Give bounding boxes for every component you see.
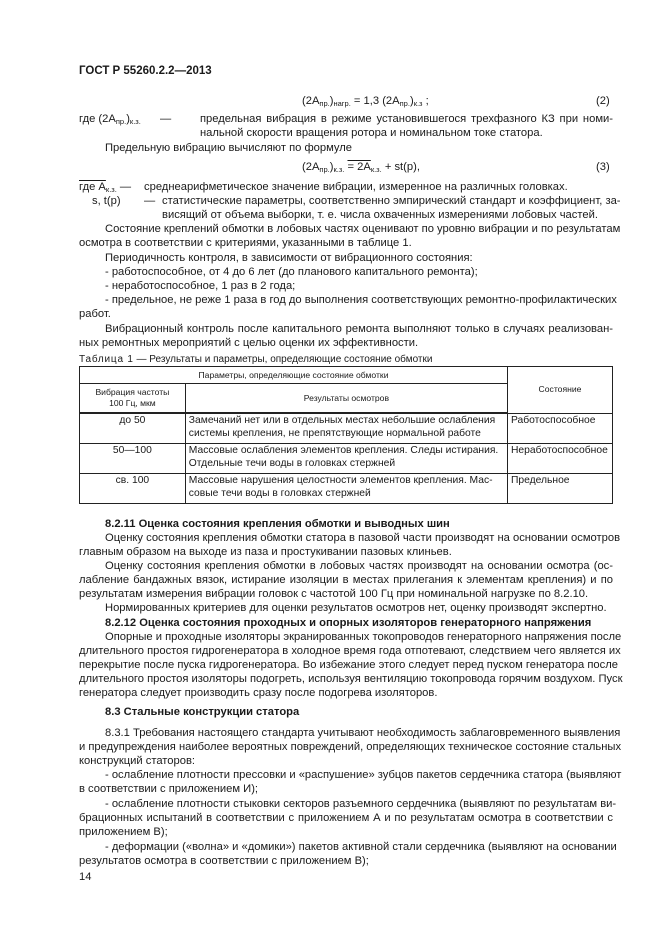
def3-dash: — [119, 181, 132, 193]
table-cell-state: Предельное [508, 474, 613, 504]
table-cell-state: Неработоспособное [508, 444, 613, 474]
formula-2-sub: к.з [413, 99, 423, 108]
table-cell-line: Массовые нарушения целостности элементов крепления. Мас- [188, 475, 493, 486]
table-cell-line: совые течи воды в головках стержней [188, 487, 371, 499]
document-header: ГОСТ Р 55260.2.2—2013 [79, 65, 212, 77]
s8212-line: длительного простоя гидрогенератора в холодное время года отпотевают, следствием чего является их [79, 645, 621, 657]
table-header-results: Результаты осмотров [185, 384, 507, 414]
formula-2-expr: = 1,3 (2A [353, 95, 400, 107]
table-cell-line: Отдельные течи воды в головках стержней [188, 457, 396, 469]
formula-3-eq: = 2A [347, 161, 371, 173]
formula-2-number: (2) [596, 95, 610, 107]
table-header-vibration-line: Вибрация частоты [95, 387, 170, 397]
para-vibr-line2: ных ремонтных мероприятий с целью оценки их эффективности. [79, 337, 419, 349]
table-caption [79, 353, 432, 367]
periodicity-item-cont: работ. [79, 308, 111, 320]
para-state-line1: Состояние креплений обмотки в лобовых частях оценивают по уровню вибрации и по результатам [105, 223, 621, 235]
s83-line: 8.3.1 Требования настоящего стандарта учитывают необходимость заблаговременного выявления [105, 727, 621, 739]
formula-2-tail: ; [425, 95, 429, 107]
def3-lead1-text: где A [79, 181, 106, 193]
s83-bullet-cont: приложением В); [79, 826, 168, 838]
s8211-line: главным образом на выходе из паза и простукивании пазовых клиньев. [79, 546, 452, 558]
formula-2-left: (2A [302, 95, 320, 107]
def3-text2a: статистические параметры, соответственно эмпирический стандарт и коэффициент, за- [162, 195, 621, 207]
table-header-vibration [80, 384, 186, 414]
formula-2-sub: пр. [319, 99, 330, 108]
formula-3-tail: + st(p), [384, 161, 420, 173]
para-state-line2: осмотра в соответствии с критериями, указанными в таблице 1. [79, 237, 412, 249]
periodicity-intro: Периодичность контроля, в зависимости от вибрационного состояния: [105, 252, 473, 264]
formula-3-sub: пр. [319, 165, 330, 174]
table-row [80, 413, 613, 444]
page-number: 14 [79, 871, 92, 883]
s8211-line: результатам измерения вибрации головок с частотой 100 Гц при номинальной нагрузке по 8.2.10. [79, 588, 589, 600]
def2-sub: пр. [115, 117, 127, 126]
table-row [80, 474, 613, 504]
table-caption-label: Таблица 1 [79, 354, 134, 365]
table-cell-vibration: св. 100 [80, 474, 186, 504]
formula-3: $(2A_{пр.})_{к.з.} = 2A_{к.з.} + st(p)$, [302, 161, 420, 174]
def3-lead1 [79, 180, 131, 194]
table-caption-text: — Результаты и параметры, определяющие состояние обмотки [136, 354, 433, 365]
formula-3-number: (3) [596, 161, 610, 173]
table-header-group: Параметры, определяющие состояние обмотки [80, 367, 508, 384]
table-row [80, 444, 613, 474]
def3-lead2: s, t(p) [92, 195, 121, 207]
table-cell-line: Замечаний нет или в отдельных местах небольшие ослабления [188, 415, 496, 426]
s8211-line: Оценку состояния крепления обмотки в лобовых частях производят на основании осмотра (ос- [105, 560, 613, 572]
def2-sub: к.з. [129, 117, 141, 126]
formula-3-left: (2A [302, 161, 320, 173]
periodicity-item: - предельное, не реже 1 раза в год до выполнения соответствующих ремонтно-профилактических [105, 294, 617, 306]
formula-2-sub: пр. [399, 99, 410, 108]
para-vibr-line1: Вибрационный контроль после капитального ремонта выполняют только в случаях реализован- [105, 323, 613, 335]
s8211-line: лабление бандажных вязок, истирание изоляции в местах прилегания к элементам крепления) и по [79, 574, 613, 586]
section-title-8-2-12: 8.2.12 Оценка состояния проходных и опорных изоляторов генераторного напряжения [105, 617, 592, 629]
def3-dash2: — [144, 195, 156, 207]
table-cell-line: Массовые ослабления элементов крепления. Следы истирания. [188, 445, 499, 456]
table-cell-results [185, 413, 507, 444]
s83-bullet-cont: брационных испытаний в соответствии с приложением А и по результатам осмотра в соответствии с [79, 812, 613, 824]
formula-3-sub: к.з. [333, 165, 345, 174]
table-1 [79, 366, 613, 504]
periodicity-item: - работоспособное, от 4 до 6 лет (до планового капитального ремонта); [105, 266, 478, 278]
s83-bullet-cont: результатов осмотра в соответствии с приложением В); [79, 855, 369, 867]
def3-text1: среднеарифметическое значение вибрации, измеренное на различных головках. [144, 181, 568, 193]
table-cell-line: системы крепления, не препятствующие нормальной работе [188, 427, 481, 439]
s8212-line: Опорные и проходные изоляторы экранированных токопроводов генераторного напряжения после [105, 631, 622, 643]
table-cell-results [185, 474, 507, 504]
section-title-8-2-11: 8.2.11 Оценка состояния крепления обмотки и выводных шин [105, 518, 450, 530]
s8212-line: перекрытие после пуска гидрогенератора. Во избежание этого следует перед пуском генератора после [79, 659, 618, 671]
formula-2-sub: нагр. [333, 99, 351, 108]
def2-line1: предельная вибрация в режиме установившегося трехфазного КЗ при номи- [200, 113, 613, 125]
section-title-8-3: 8.3 Стальные конструкции статора [105, 706, 300, 718]
def2-lead-text: где (2A [79, 113, 116, 125]
s8211-line: Оценку состояния крепления обмотки статора в пазовой части производят на основании осмотров [105, 532, 621, 544]
table-cell-vibration: до 50 [80, 413, 186, 444]
s8212-line: генератора следует производить сразу после подогрева изоляторов. [79, 687, 438, 699]
def2-dash: — [160, 113, 172, 125]
s83-bullet: - ослабление плотности прессовки и «распушение» зубцов пакетов сердечника статора (выявляют [105, 769, 622, 781]
s8212-line: длительного простоя изоляторы подогреть, используя вентиляцию токопровода горячим воздухом. Пуск [79, 673, 623, 685]
formula-2: $(2A_{пр.})_{нагр.} = 1,3$ $(2A_{пр.})_{к.з}$ ; [302, 95, 429, 108]
s83-line: конструкций статоров: [79, 755, 196, 767]
s83-line: и предупреждения наиболее вероятных повреждений, определяющих техническое состояние стальных [79, 741, 622, 753]
table-cell-results [185, 444, 507, 474]
formula-intro: Предельную вибрацию вычисляют по формуле [105, 142, 353, 154]
def2-line2: нальной скорости вращения ротора и номинальном токе статора. [200, 127, 543, 139]
table-cell-state: Работоспособное [508, 413, 613, 444]
def2-lead: где $(2A_{пр.})_{к.з.}$ [79, 113, 141, 126]
s83-bullet: - ослабление плотности стыковки секторов разъемного сердечника (выявляют по результатам ви- [105, 798, 617, 810]
table-header-vibration-line: 100 Гц, мкм [109, 398, 156, 408]
s83-bullet: - деформации («волна» и «домики») пакетов активной стали сердечника (выявляют на основании [105, 841, 617, 853]
table-cell-vibration: 50—100 [80, 444, 186, 474]
s83-bullet-cont: в соответствии с приложением И); [79, 783, 259, 795]
def3-sub: к.з. [105, 185, 117, 194]
formula-3-sub: к.з. [370, 165, 382, 174]
s8211-line: Нормированных критериев для оценки результатов осмотров нет, оценку производят экспертно. [105, 602, 607, 614]
periodicity-item: - неработоспособное, 1 раз в 2 года; [105, 280, 296, 292]
def3-text2b: висящий от объема выборки, т. е. числа охваченных измерениями лобовых частей. [162, 209, 598, 221]
table-header-state: Состояние [508, 367, 613, 414]
